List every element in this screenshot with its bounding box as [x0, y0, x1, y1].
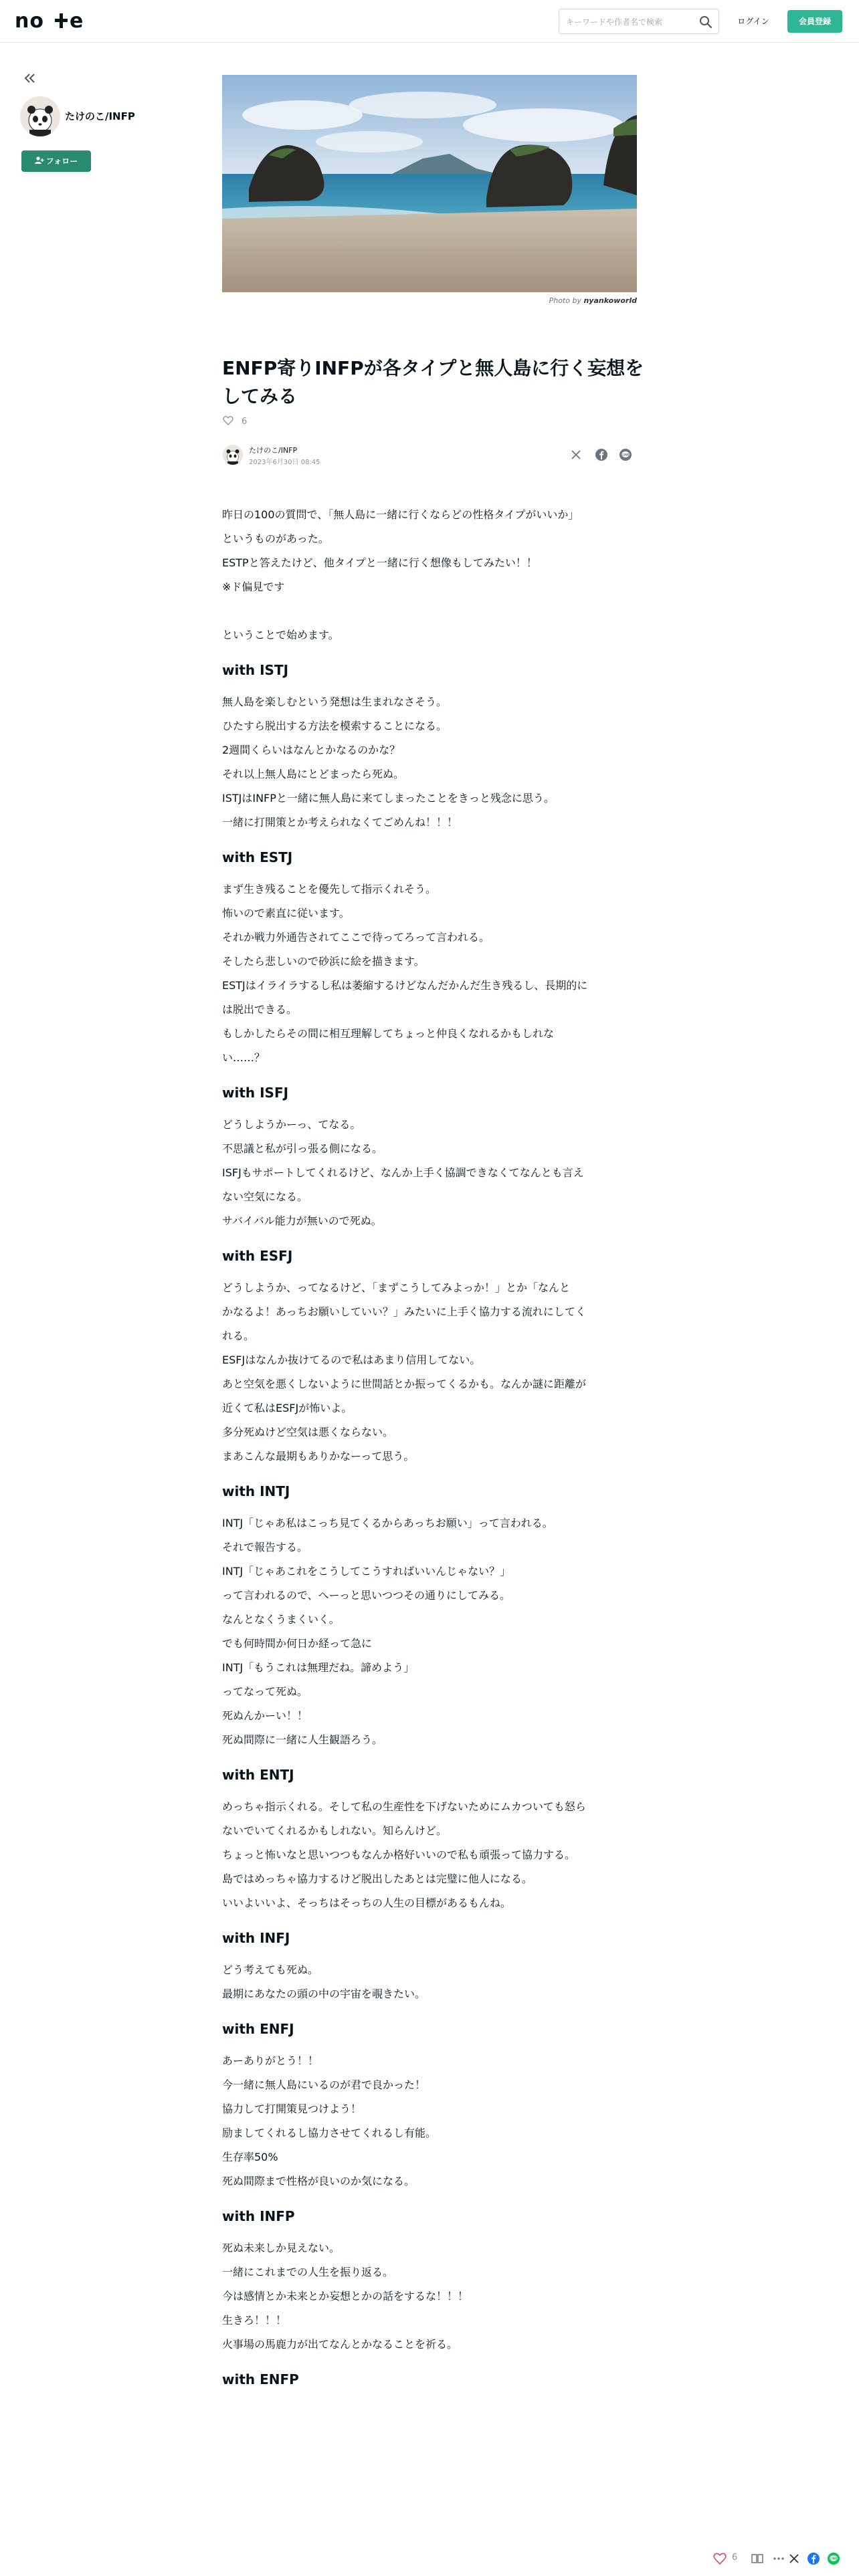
- line-share-icon[interactable]: [619, 448, 632, 461]
- body-line: かなるよ！あっちお願いしていい？」みたいに上手く協力する流れにしてく: [222, 1305, 586, 1318]
- body-line: 無人島を楽しむという発想は生まれなさそう。: [222, 695, 448, 708]
- body-line: まず生き残ることを優先して指示くれそう。: [222, 883, 437, 895]
- article-section: [222, 2017, 638, 2193]
- body-line: ISFJもサポートしてくれるけど、なんか上手く協調できなくてなんとも言え: [222, 1166, 584, 1179]
- body-line: ESTJはイライラするし私は萎縮するけどなんだかんだ生き残るし、長期的に: [222, 979, 588, 992]
- body-line: 火事場の馬鹿力が出てなんとかなることを祈る。: [222, 2338, 458, 2351]
- body-line: まあこんな最期もありかなーって思う。: [222, 1450, 415, 1463]
- body-line: 島ではめっちゃ協力するけど脱出したあとは完璧に他人になる。: [222, 1872, 533, 1885]
- body-line: ないでいてくれるかもしれない。知らんけど。: [222, 1824, 448, 1837]
- login-button[interactable]: ログイン: [737, 17, 769, 26]
- body-line: れる。: [222, 1329, 255, 1342]
- section-heading: with ENFJ: [222, 2021, 294, 2037]
- body-line: そしたら悲しいので砂浜に絵を描きます。: [222, 955, 425, 968]
- body-line: 励ましてくれるし協力させてくれるし有能。: [222, 2127, 437, 2139]
- body-line: なんとなくうまくいく。: [222, 1613, 340, 1626]
- author-avatar[interactable]: [20, 96, 60, 136]
- body-line: INTJ「もうこれは無理だね。諦めよう」: [222, 1661, 415, 1674]
- facebook-share-icon[interactable]: [595, 448, 608, 461]
- body-line: ESFJはなんか抜けてるので私はあまり信用してない。: [222, 1354, 481, 1366]
- heart-icon[interactable]: [223, 415, 233, 426]
- publish-date: 2023年6月30日 08:45: [249, 459, 320, 466]
- x-share-icon[interactable]: [788, 2553, 800, 2565]
- article-section: [222, 1479, 638, 1752]
- body-line: 一緒に打開策とか考えられなくてごめんね！！！: [222, 816, 458, 829]
- body-line: 死ぬんかーい！！: [222, 1709, 308, 1722]
- body-line: 昨日の100の質問で、「無人島に一緒に行くならどの性格タイプがいいか」: [222, 508, 579, 521]
- magazine-add-icon[interactable]: [751, 2552, 764, 2565]
- article-section: [222, 1244, 638, 1469]
- body-line: ISTJはINFPと一緒に無人島に来てしまったことをきっと残念に思う。: [222, 792, 555, 804]
- body-line: サバイバル能力が無いので死ぬ。: [222, 1214, 382, 1227]
- body-line: 協力して打開策見つけよう！: [222, 2103, 362, 2115]
- body-line: それで報告する。: [222, 1541, 308, 1553]
- body-line: どうしようかーっ、てなる。: [222, 1118, 361, 1131]
- like-counter[interactable]: [223, 415, 247, 427]
- body-line: どう考えても死ぬ。: [222, 1963, 319, 1976]
- section-heading: with ESFJ: [222, 1248, 293, 1264]
- body-line: 生存率50%: [222, 2151, 278, 2163]
- body-line: それ以上無人島にとどまったら死ぬ。: [222, 768, 405, 780]
- follow-label: フォロー: [45, 156, 78, 166]
- x-share-icon[interactable]: [570, 449, 582, 461]
- body-line: は脱出できる。: [222, 1003, 298, 1016]
- article-section: [222, 1081, 638, 1233]
- photo-credit: [222, 296, 637, 305]
- body-line: い……？: [222, 1051, 266, 1064]
- body-line: でも何時間か何日か経って急に: [222, 1637, 373, 1650]
- body-line: INTJ「じゃあこれをこうしてこうすればいいんじゃない？」: [222, 1565, 511, 1578]
- body-line: 近くて私はESFJが怖いよ。: [222, 1402, 353, 1414]
- body-line: ※ド偏見です: [222, 580, 285, 593]
- svg-text:e: e: [70, 9, 84, 32]
- body-line: ない空気になる。: [222, 1190, 308, 1203]
- article-body: [222, 503, 638, 2401]
- article-section: [222, 845, 638, 1070]
- follow-button[interactable]: [21, 150, 91, 172]
- body-line: めっちゃ指示くれる。そして私の生産性を下げないためにムカついても怒ら: [222, 1800, 586, 1813]
- body-line: 生きろ！！！: [222, 2314, 287, 2327]
- body-line: 今一緒に無人島にいるのが君で良かった！: [222, 2078, 426, 2091]
- search-box: [559, 9, 719, 34]
- body-line: というものがあった。: [222, 532, 329, 545]
- body-line: 死ぬ間際に一緒に人生観語ろう。: [222, 1733, 383, 1746]
- svg-text:LINE: LINE: [622, 453, 630, 457]
- body-line: 死ぬ未来しか見えない。: [222, 2242, 341, 2254]
- section-heading: with ENTJ: [222, 1767, 294, 1783]
- svg-text:no: no: [15, 9, 44, 32]
- body-line: それか戦力外通告されてここで待ってろって言われる。: [222, 931, 490, 944]
- note-logo[interactable]: [15, 9, 88, 32]
- body-line: 最期にあなたの頭の中の宇宙を覗きたい。: [222, 1988, 426, 2000]
- search-icon[interactable]: [699, 15, 712, 29]
- bottom-like-count: 6: [732, 2553, 738, 2563]
- section-heading: with INFJ: [222, 1930, 290, 1946]
- facebook-share-icon[interactable]: [807, 2552, 820, 2565]
- beach-photo: [222, 75, 637, 292]
- spacer: [222, 599, 638, 623]
- svg-text:LINE: LINE: [830, 2557, 838, 2561]
- article-section: [222, 2367, 638, 2391]
- sections: [222, 658, 638, 2391]
- body-line: どうしようか、ってなるけど、「まずこうしてみよっか！」とか「なんと: [222, 1281, 571, 1294]
- photo-credit-author[interactable]: nyankoworld: [583, 296, 637, 305]
- line-share-icon[interactable]: [827, 2552, 840, 2565]
- intro-block: [222, 503, 638, 647]
- sidebar-author-name[interactable]: たけのこ/INFP: [65, 110, 135, 122]
- meta-author-avatar[interactable]: [223, 445, 243, 465]
- body-line: 多分死ぬけど空気は悪くならない。: [222, 1426, 394, 1438]
- double-chevron-left-icon[interactable]: [23, 71, 37, 86]
- article-section: [222, 658, 638, 835]
- section-heading: with ISFJ: [222, 1085, 289, 1101]
- body-line: って言われるので、へーっと思いつつその通りにしてみる。: [222, 1589, 511, 1602]
- add-user-icon: [35, 156, 44, 165]
- body-line: いいよいいよ、そっちはそっちの人生の目標があるもんね。: [222, 1897, 512, 1909]
- body-line: ということで始めます。: [222, 629, 339, 641]
- panda-avatar-icon: [223, 445, 243, 465]
- hero-image: [222, 75, 637, 292]
- body-line: もしかしたらその間に相互理解してちょっと仲良くなれるかもしれな: [222, 1027, 555, 1040]
- body-line: 不思議と私が引っ張る側になる。: [222, 1142, 383, 1155]
- body-line: ESTPと答えたけど、他タイプと一緒に行く想像もしてみたい！！: [222, 556, 537, 569]
- header: [0, 0, 859, 43]
- article-section: [222, 2204, 638, 2357]
- body-line: 2週間くらいはなんとかなるのかな？: [222, 744, 401, 756]
- more-options-icon[interactable]: [772, 2552, 785, 2565]
- body-line: 一緒にこれまでの人生を振り返る。: [222, 2266, 394, 2278]
- article-section: [222, 1763, 638, 1915]
- section-heading: with ESTJ: [222, 849, 293, 865]
- floating-action-bar: [709, 2547, 856, 2571]
- like-heart-icon[interactable]: [713, 2552, 727, 2565]
- like-count: 6: [242, 417, 248, 427]
- body-line: INTJ「じゃあ私はこっち見てくるからあっちお願い」って言われる。: [222, 1517, 553, 1529]
- body-line: 今は感情とか未来とか妄想とかの話をするな！！！: [222, 2290, 469, 2302]
- body-line: 怖いので素直に従います。: [222, 907, 350, 920]
- body-line: ちょっと怖いなと思いつつもなんか格好いいので私も頑張って協力する。: [222, 1848, 576, 1861]
- search-input[interactable]: [566, 15, 693, 29]
- panda-avatar-icon: [20, 96, 60, 136]
- body-line: あーありがとう！！: [222, 2054, 319, 2067]
- body-line: ひたすら脱出する方法を模索することになる。: [222, 720, 448, 732]
- article-section: [222, 1926, 638, 2006]
- body-line: あと空気を悪くしないように世間話とか振ってくるかも。なんか謎に距離が: [222, 1378, 587, 1390]
- section-heading: with INFP: [222, 2208, 295, 2224]
- body-line: 死ぬ間際まで性格が良いのか気になる。: [222, 2175, 415, 2187]
- body-line: ってなって死ぬ。: [222, 1685, 308, 1698]
- signup-button[interactable]: 会員登録: [787, 10, 842, 33]
- article-title: ENFP寄りINFPが各タイプと無人島に行く妄想をしてみる: [222, 357, 644, 407]
- meta-author-name[interactable]: たけのこ/INFP: [249, 446, 298, 455]
- section-heading: with ISTJ: [222, 662, 289, 678]
- section-heading: with ENFP: [222, 2371, 299, 2387]
- photo-credit-prefix: Photo by: [549, 296, 581, 305]
- section-heading: with INTJ: [222, 1483, 290, 1499]
